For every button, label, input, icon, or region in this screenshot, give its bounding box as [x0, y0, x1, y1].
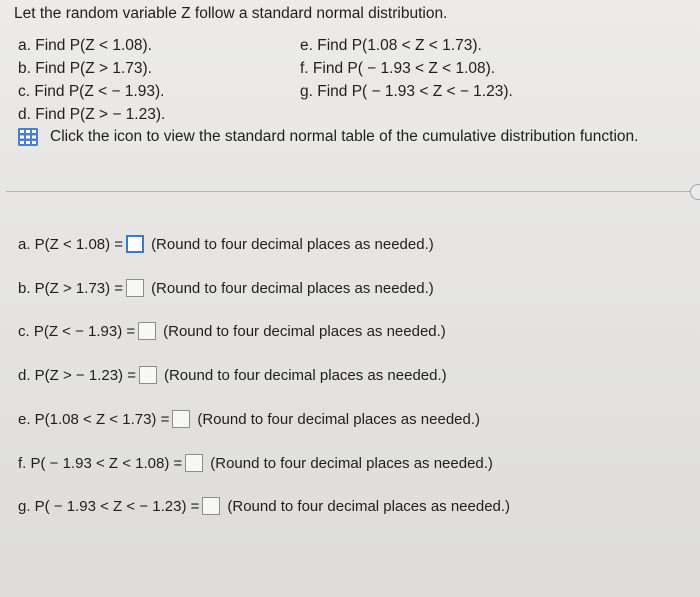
- standard-normal-table-link: [18, 128, 638, 146]
- problem-intro: Let the random variable Z follow a standard normal distribution.: [14, 5, 448, 22]
- answer-input-a[interactable]: [126, 235, 144, 253]
- question-a: a. Find P(Z < 1.08).: [18, 37, 152, 54]
- question-g: g. Find P( − 1.93 < Z < − 1.23).: [300, 83, 513, 100]
- answer-input-f[interactable]: [185, 454, 203, 472]
- answer-row-b: [18, 276, 434, 300]
- answer-hint: (Round to four decimal places as needed.): [163, 322, 446, 340]
- table-link-text: Click the icon to view the standard normal table of the cumulative distribution function.: [50, 128, 639, 145]
- question-d: d. Find P(Z > − 1.23).: [18, 106, 166, 123]
- answer-row-c: [18, 319, 446, 343]
- collapse-handle-icon[interactable]: [690, 184, 700, 200]
- question-b: b. Find P(Z > 1.73).: [18, 60, 152, 77]
- answer-hint: (Round to four decimal places as needed.): [151, 279, 434, 297]
- answer-hint: (Round to four decimal places as needed.): [151, 235, 434, 253]
- question-column-right: [300, 34, 513, 103]
- answer-input-c[interactable]: [138, 322, 156, 340]
- answer-label: d. P(Z > − 1.23) =: [18, 366, 136, 384]
- question-column-left: [18, 34, 165, 126]
- answer-input-d[interactable]: [139, 366, 157, 384]
- answer-row-g: [18, 494, 510, 518]
- question-c: c. Find P(Z < − 1.93).: [18, 83, 165, 100]
- answer-hint: (Round to four decimal places as needed.): [197, 410, 481, 428]
- section-divider: [6, 191, 692, 192]
- answer-label: b. P(Z > 1.73) =: [18, 279, 124, 297]
- table-icon[interactable]: [18, 128, 38, 146]
- answer-label: e. P(1.08 < Z < 1.73) =: [18, 410, 170, 428]
- answer-label: f. P( − 1.93 < Z < 1.08) =: [18, 454, 183, 472]
- answer-input-b[interactable]: [126, 279, 144, 297]
- answer-input-g[interactable]: [202, 497, 220, 515]
- answer-input-e[interactable]: [172, 410, 190, 428]
- answer-label: g. P( − 1.93 < Z < − 1.23) =: [18, 497, 200, 515]
- answer-label: c. P(Z < − 1.93) =: [18, 322, 136, 340]
- answer-hint: (Round to four decimal places as needed.): [163, 366, 447, 384]
- answer-row-d: [18, 363, 447, 387]
- answer-row-a: [18, 232, 434, 256]
- answer-label: a. P(Z < 1.08) =: [18, 235, 124, 253]
- question-f: f. Find P( − 1.93 < Z < 1.08).: [300, 60, 496, 77]
- answer-hint: (Round to four decimal places as needed.): [227, 497, 511, 515]
- answer-row-f: [18, 451, 493, 475]
- question-e: e. Find P(1.08 < Z < 1.73).: [300, 37, 482, 54]
- answer-hint: (Round to four decimal places as needed.): [210, 454, 493, 472]
- answer-row-e: [18, 407, 480, 431]
